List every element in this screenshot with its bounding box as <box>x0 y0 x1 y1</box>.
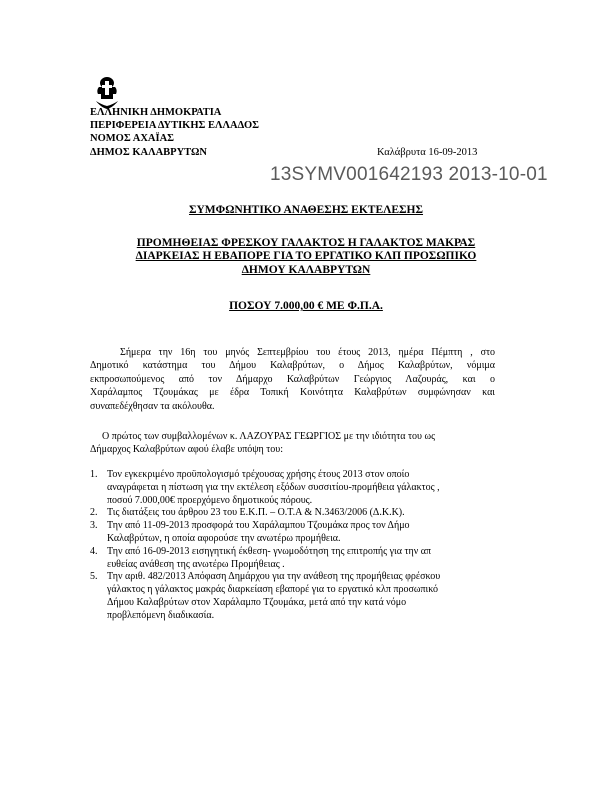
document-title: ΣΥΜΦΩΝΗΤΙΚΟ ΑΝΑΘΕΣΗΣ ΕΚΤΕΛΕΣΗΣ <box>188 204 424 216</box>
list-item-number: 5. <box>90 571 98 583</box>
list-item <box>90 520 500 546</box>
list-item-number: 4. <box>90 545 98 557</box>
intro-line: εκπροσωπούμενος από τον Δήμαρχο Καλαβρύτων Γεώργιος Λαζουράς, και ο <box>90 373 495 385</box>
header-line-4: ΔΗΜΟΣ ΚΑΛΑΒΡΥΤΩΝ <box>90 147 207 158</box>
list-item-line: ποσού 7.000,00€ προερχόμενο δημοτικούς πόρους. <box>107 494 313 506</box>
considerations-list <box>90 469 500 623</box>
document-date: Καλάβρυτα 16-09-2013 <box>377 147 478 158</box>
list-item <box>90 469 500 507</box>
list-item-line: Την από 16-09-2013 εισηγητική έκθεση- γνωμοδότηση της επιτροπής για την απ <box>107 545 432 557</box>
intro-line: Σήμερα την 16η του μηνός Σεπτεμβρίου του έτους 2013, ημέρα Πέμπτη , στο <box>120 347 495 358</box>
intro-line: συναπεδέχθησαν τα ακόλουθα. <box>90 400 215 412</box>
parties-line: Δήμαρχος Καλαβρύτων αφού έλαβε υπόψη του: <box>90 444 284 456</box>
parties-paragraph <box>90 430 495 457</box>
list-item-line: Τον εγκεκριμένο προϋπολογισμό τρέχουσας χρήσης έτους 2013 στον οποίο <box>107 469 410 480</box>
amount-line: ΠΟΣΟΥ 7.000,00 € ΜΕ Φ.Π.Α. <box>229 300 383 312</box>
list-item-line: Την από 11-09-2013 προσφορά του Χαράλαμπου Τζουμάκα προς τον Δήμο <box>107 520 410 532</box>
list-item <box>90 546 500 572</box>
header-line-3: ΝΟΜΟΣ ΑΧΑΪΑΣ <box>90 133 175 144</box>
parties-line: Ο πρώτος των συμβαλλομένων κ. ΛΑΖΟΥΡΑΣ ΓΕΩΡΓΙΟΣ με την ιδιότητα του ως <box>102 431 436 442</box>
list-item-line: προβλεπόμενη διαδικασία. <box>107 609 215 621</box>
list-item-line: Δήμου Καλαβρύτων στον Χαράλαμπο Τζουμάκα, μετά από την κατά νόμο <box>107 596 407 608</box>
list-item <box>90 571 500 622</box>
list-item-line: Τις διατάξεις του άρθρου 23 του Ε.Κ.Π. – Ο.Τ.Α & Ν.3463/2006 (Δ.Κ.Κ). <box>107 507 405 519</box>
list-item <box>90 507 500 520</box>
ada-stamp: 13SYMV001642193 2013-10-01 <box>270 164 548 185</box>
subject-line-1: ΠΡΟΜΗΘΕΙΑΣ ΦΡΕΣΚΟΥ ΓΑΛΑΚΤΟΣ Η ΓΑΛΑΚΤΟΣ ΜΑΚΡΑΣ <box>136 237 476 249</box>
list-item-line: γάλακτος η γάλακτος μακράς διαρκείαση εβαπορέ για το εργατικό κλπ προσωπικό <box>107 584 439 596</box>
greek-republic-emblem <box>92 75 122 111</box>
list-item-number: 3. <box>90 520 98 532</box>
subject-line-2: ΔΙΑΡΚΕΙΑΣ Η ΕΒΑΠΟΡΕ ΓΙΑ ΤΟ ΕΡΓΑΤΙΚΟ ΚΛΠ ΠΡΟΣΩΠΙΚΟ <box>135 250 477 262</box>
list-item-number: 1. <box>90 469 98 480</box>
subject-line-3: ΔΗΜΟΥ ΚΑΛΑΒΡΥΤΩΝ <box>241 264 371 276</box>
list-item-line: Την αριθ. 482/2013 Απόφαση Δημάρχου για την ανάθεση της προμήθειας φρέσκου <box>107 571 441 583</box>
intro-line: Χαράλαμπος Τζουμάκας με έδρα Τοπική Κοινότητα Καλαβρύτων συμφώνησαν και <box>90 387 495 399</box>
intro-paragraph <box>90 346 495 413</box>
intro-line: Δημοτικό κατάστημα του Δήμου Καλαβρύτων, ο Δήμος Καλαβρύτων, νόμιμα <box>90 360 495 372</box>
list-item-line: ευθείας ανάθεση της ανωτέρω Προμήθειας . <box>107 558 285 570</box>
list-item-line: αναγράφεται η πίστωση για την εκτέλεση εξόδων συσσιτίου-προμήθεια γάλακτος , <box>107 481 440 493</box>
header-line-2: ΠΕΡΙΦΕΡΕΙΑ ΔΥΤΙΚΗΣ ΕΛΛΑΔΟΣ <box>90 120 259 131</box>
list-item-number: 2. <box>90 507 98 519</box>
list-item-line: Καλαβρύτων, η οποία αφορούσε την ανωτέρω προμήθεια. <box>107 532 341 544</box>
header-line-1: ΕΛΛΗΝΙΚΗ ΔΗΜΟΚΡΑΤΙΑ <box>90 107 222 118</box>
